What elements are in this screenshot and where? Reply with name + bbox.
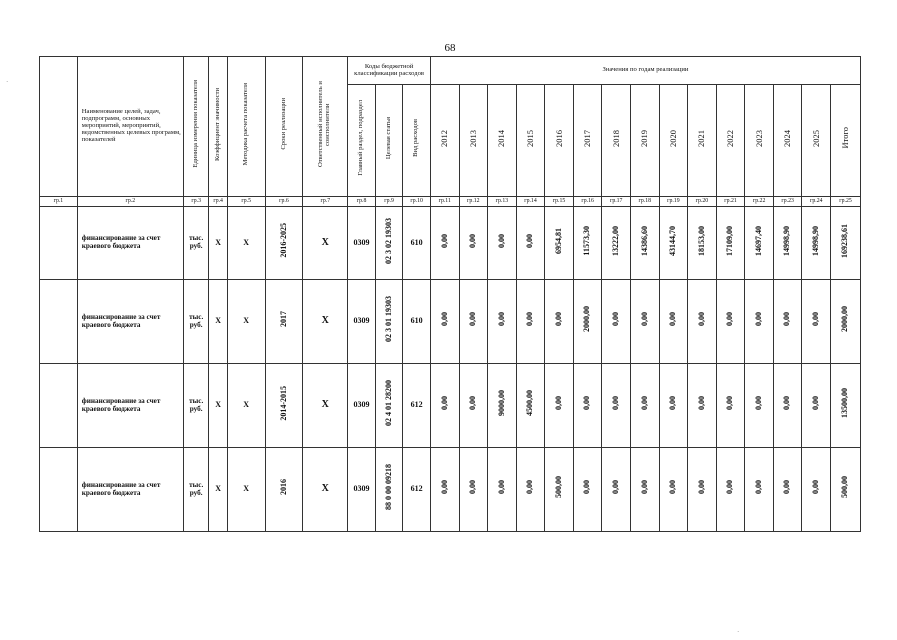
row-value-2019	[631, 207, 660, 280]
row-value-2013-text: 0,00	[468, 480, 478, 495]
header-year-label: 2017	[582, 129, 593, 147]
row-method: X	[227, 207, 265, 280]
row-value-2013	[459, 364, 488, 448]
header-year-2013	[459, 85, 488, 197]
row-executor: X	[303, 364, 348, 448]
header-year-label: 2024	[782, 129, 793, 147]
header-year-2014	[488, 85, 517, 197]
row-value-2022	[716, 280, 745, 364]
column-number: гр.13	[488, 197, 517, 207]
column-number: гр.19	[659, 197, 688, 207]
row-value-2015	[516, 364, 545, 448]
table-row	[40, 280, 861, 364]
row-value-2014	[488, 364, 517, 448]
column-number: гр.17	[602, 197, 631, 207]
header-year-label: 2014	[496, 129, 507, 147]
row-total	[831, 364, 861, 448]
header-year-label: 2015	[525, 129, 536, 147]
row-value-2015-text: 0,00	[525, 233, 535, 248]
row-target	[375, 207, 403, 280]
column-number: гр.20	[688, 197, 717, 207]
row-value-2012-text: 0,00	[439, 480, 449, 495]
header-executor-label: Ответственный исполнитель и соисполнители	[317, 81, 332, 168]
row-value-2018	[602, 280, 631, 364]
column-number: гр.4	[209, 197, 227, 207]
row-value-2015	[516, 448, 545, 532]
row-value-2013-text: 0,00	[468, 233, 478, 248]
row-value-2017	[573, 280, 602, 364]
row-term	[265, 280, 303, 364]
row-value-2019-text: 14386,60	[639, 225, 649, 256]
row-value-2022-text: 0,00	[725, 396, 735, 411]
row-section: 0309	[348, 207, 376, 280]
row-value-2023	[745, 207, 774, 280]
row-value-2023-text: 14697,40	[753, 225, 763, 256]
row-term-text: 2014-2015	[278, 385, 288, 421]
stray-mark-bottom: ·	[737, 628, 740, 636]
header-section	[348, 85, 376, 197]
row-value-2013	[459, 280, 488, 364]
header-year-label: 2018	[610, 129, 621, 147]
header-year-2024	[773, 85, 802, 197]
row-exp-type: 612	[403, 364, 431, 448]
row-value-2016-text: 0,00	[553, 312, 563, 327]
row-value-2025-text: 0,00	[811, 312, 821, 327]
header-year-label: 2022	[725, 129, 736, 147]
row-value-2018	[602, 364, 631, 448]
row-term-text: 2016-2025	[278, 223, 288, 258]
row-value-2020	[659, 280, 688, 364]
row-value-2016-text: 500,00	[553, 476, 563, 499]
row-value-2025-text: 14998,90	[811, 225, 821, 256]
row-term	[265, 364, 303, 448]
row-value-2014-text: 9000,00	[496, 390, 506, 417]
row-value-2024-text: 0,00	[782, 480, 792, 495]
column-number: гр.11	[430, 197, 459, 207]
row-value-2018	[602, 207, 631, 280]
header-year-2015	[516, 85, 545, 197]
column-number: гр.8	[348, 197, 376, 207]
row-name: финансирование за счет краевого бюджета	[77, 448, 183, 532]
column-number: гр.9	[375, 197, 403, 207]
table-row	[40, 448, 861, 532]
row-blank-cell	[40, 280, 78, 364]
column-number: гр.22	[745, 197, 774, 207]
row-value-2020-text: 43144,70	[668, 225, 678, 256]
row-value-2016	[545, 364, 574, 448]
row-value-2020-text: 0,00	[668, 480, 678, 495]
row-target	[375, 448, 403, 532]
row-value-2016-text: 6954,81	[553, 227, 563, 254]
row-total	[831, 280, 861, 364]
row-value-2016-text: 0,00	[553, 396, 563, 411]
row-name: финансирование за счет краевого бюджета	[77, 280, 183, 364]
row-exp-type: 610	[403, 280, 431, 364]
header-term-label: Сроки реализации	[279, 98, 287, 150]
row-value-2018-text: 0,00	[611, 480, 621, 495]
row-value-2023	[745, 448, 774, 532]
row-term-text: 2017	[278, 311, 288, 328]
row-target-text: 88 0 00 09218	[383, 464, 393, 511]
row-value-2025	[802, 364, 831, 448]
row-exp-type: 612	[403, 448, 431, 532]
row-value-2012	[430, 207, 459, 280]
row-value-2021	[688, 448, 717, 532]
row-section: 0309	[348, 448, 376, 532]
row-blank-cell	[40, 364, 78, 448]
row-value-2014-text: 0,00	[496, 480, 506, 495]
row-value-2013-text: 0,00	[468, 396, 478, 411]
row-exp-type: 610	[403, 207, 431, 280]
row-value-2024	[773, 207, 802, 280]
column-number: гр.25	[831, 197, 861, 207]
row-target-text: 02 4 01 28200	[383, 380, 393, 427]
row-value-2024-text: 14998,90	[782, 225, 792, 256]
row-value-2021-text: 18153,00	[696, 225, 706, 256]
column-number: гр.10	[403, 197, 431, 207]
header-year-label: 2012	[439, 129, 450, 147]
row-value-2013-text: 0,00	[468, 312, 478, 327]
row-value-2022	[716, 448, 745, 532]
header-unit	[183, 57, 209, 197]
row-value-2022	[716, 364, 745, 448]
row-value-2022-text: 17109,00	[725, 225, 735, 256]
row-blank-cell	[40, 207, 78, 280]
header-exp-type	[403, 85, 431, 197]
header-total-label: Итого	[840, 127, 851, 149]
header-section-label: Главный раздел, подраздел	[357, 100, 365, 176]
row-value-2017-text: 0,00	[582, 396, 592, 411]
row-executor: X	[303, 448, 348, 532]
header-target-label: Целевая статья	[384, 117, 392, 160]
row-value-2023	[745, 364, 774, 448]
header-year-label: 2016	[553, 129, 564, 147]
row-value-2022	[716, 207, 745, 280]
row-value-2024	[773, 448, 802, 532]
row-value-2015-text: 0,00	[525, 312, 535, 327]
row-value-2020-text: 0,00	[668, 396, 678, 411]
column-number: гр.2	[77, 197, 183, 207]
budget-table	[39, 56, 861, 532]
header-year-2023	[745, 85, 774, 197]
header-coef	[209, 57, 227, 197]
row-total-text: 169238,61	[840, 223, 850, 258]
row-value-2023-text: 0,00	[753, 396, 763, 411]
row-term	[265, 448, 303, 532]
column-number: гр.1	[40, 197, 78, 207]
row-value-2015	[516, 207, 545, 280]
column-number: гр.7	[303, 197, 348, 207]
row-value-2019	[631, 364, 660, 448]
header-year-label: 2025	[810, 129, 821, 147]
row-coef: X	[209, 207, 227, 280]
header-year-label: 2023	[753, 129, 764, 147]
row-value-2016	[545, 448, 574, 532]
row-value-2023	[745, 280, 774, 364]
row-value-2019-text: 0,00	[639, 480, 649, 495]
header-method	[227, 57, 265, 197]
row-method: X	[227, 364, 265, 448]
row-value-2018-text: 13222,00	[611, 225, 621, 256]
header-year-2018	[602, 85, 631, 197]
row-value-2020-text: 0,00	[668, 312, 678, 327]
row-value-2017	[573, 448, 602, 532]
row-coef: X	[209, 364, 227, 448]
column-number: гр.14	[516, 197, 545, 207]
header-year-2017	[573, 85, 602, 197]
row-blank-cell	[40, 448, 78, 532]
row-unit: тыс. руб.	[183, 207, 209, 280]
header-term	[265, 57, 303, 197]
header-budget-codes: Коды бюджетной классификации расходов	[348, 57, 431, 85]
row-value-2021-text: 0,00	[696, 480, 706, 495]
row-value-2012	[430, 364, 459, 448]
row-value-2025	[802, 448, 831, 532]
row-value-2017-text: 2000,00	[582, 306, 592, 333]
header-year-2022	[716, 85, 745, 197]
row-value-2016	[545, 207, 574, 280]
column-number: гр.6	[265, 197, 303, 207]
row-unit: тыс. руб.	[183, 364, 209, 448]
row-value-2016	[545, 280, 574, 364]
header-blank-cell	[40, 57, 78, 197]
row-value-2015-text: 0,00	[525, 480, 535, 495]
row-total-text: 2000,00	[840, 306, 850, 333]
row-value-2013	[459, 207, 488, 280]
row-value-2019-text: 0,00	[639, 312, 649, 327]
row-value-2014	[488, 448, 517, 532]
page-number: 68	[444, 42, 456, 54]
row-value-2025	[802, 280, 831, 364]
row-unit: тыс. руб.	[183, 448, 209, 532]
row-value-2022-text: 0,00	[725, 312, 735, 327]
header-unit-label: Единица измерения показателя	[191, 80, 199, 168]
row-value-2019	[631, 280, 660, 364]
header-exp-type-label: Вид расходов	[412, 119, 420, 158]
column-number: гр.16	[573, 197, 602, 207]
row-target	[375, 364, 403, 448]
table-row	[40, 364, 861, 448]
column-number: гр.15	[545, 197, 574, 207]
header-year-label: 2020	[667, 129, 678, 147]
row-value-2020	[659, 448, 688, 532]
row-value-2017-text: 0,00	[582, 480, 592, 495]
row-value-2012-text: 0,00	[439, 396, 449, 411]
row-executor: X	[303, 207, 348, 280]
row-value-2018	[602, 448, 631, 532]
row-total-text: 13500,00	[840, 388, 850, 419]
header-year-2025	[802, 85, 831, 197]
row-value-2025	[802, 207, 831, 280]
stray-mark-left: ·	[6, 78, 9, 86]
table-row	[40, 207, 861, 280]
row-value-2023-text: 0,00	[753, 480, 763, 495]
column-number: гр.12	[459, 197, 488, 207]
column-number: гр.3	[183, 197, 209, 207]
row-unit: тыс. руб.	[183, 280, 209, 364]
row-value-2017	[573, 207, 602, 280]
row-value-2025-text: 0,00	[811, 396, 821, 411]
column-number: гр.5	[227, 197, 265, 207]
row-value-2024	[773, 364, 802, 448]
row-executor: X	[303, 280, 348, 364]
row-value-2012-text: 0,00	[439, 312, 449, 327]
row-value-2021	[688, 364, 717, 448]
header-total	[831, 85, 861, 197]
header-executor	[303, 57, 348, 197]
row-value-2020	[659, 364, 688, 448]
row-value-2024-text: 0,00	[782, 396, 792, 411]
row-value-2021	[688, 280, 717, 364]
row-method: X	[227, 448, 265, 532]
header-year-2016	[545, 85, 574, 197]
header-method-label: Методика расчета показателя	[241, 82, 249, 166]
row-value-2019	[631, 448, 660, 532]
row-target-text: 02 3 01 19303	[383, 296, 393, 343]
row-total	[831, 207, 861, 280]
row-value-2012	[430, 280, 459, 364]
header-year-label: 2013	[467, 129, 478, 147]
header-year-2019	[631, 85, 660, 197]
row-section: 0309	[348, 364, 376, 448]
row-value-2025-text: 0,00	[811, 480, 821, 495]
column-number: гр.21	[716, 197, 745, 207]
row-coef: X	[209, 280, 227, 364]
header-target	[375, 85, 403, 197]
row-coef: X	[209, 448, 227, 532]
row-total-text: 500,00	[840, 476, 850, 499]
row-target	[375, 280, 403, 364]
row-value-2015	[516, 280, 545, 364]
row-value-2021	[688, 207, 717, 280]
row-value-2014-text: 0,00	[496, 233, 506, 248]
row-value-2020	[659, 207, 688, 280]
row-value-2014	[488, 207, 517, 280]
row-value-2014	[488, 280, 517, 364]
row-method: X	[227, 280, 265, 364]
row-value-2021-text: 0,00	[696, 312, 706, 327]
row-value-2024	[773, 280, 802, 364]
row-value-2024-text: 0,00	[782, 312, 792, 327]
row-value-2019-text: 0,00	[639, 396, 649, 411]
row-value-2013	[459, 448, 488, 532]
row-total	[831, 448, 861, 532]
row-value-2017-text: 11573,30	[582, 225, 592, 256]
row-term	[265, 207, 303, 280]
row-name: финансирование за счет краевого бюджета	[77, 364, 183, 448]
column-number: гр.18	[631, 197, 660, 207]
row-value-2018-text: 0,00	[611, 312, 621, 327]
row-value-2015-text: 4500,00	[525, 390, 535, 417]
row-value-2014-text: 0,00	[496, 312, 506, 327]
row-section: 0309	[348, 280, 376, 364]
header-year-2020	[659, 85, 688, 197]
row-value-2022-text: 0,00	[725, 480, 735, 495]
row-value-2012-text: 0,00	[439, 233, 449, 248]
column-number: гр.23	[773, 197, 802, 207]
header-year-2012	[430, 85, 459, 197]
header-year-label: 2019	[639, 129, 650, 147]
header-name: Наименование целей, задач, подпрограмм, основных мероприятий, мероприятий, ведомственных целевых программ, показателей	[77, 57, 183, 197]
row-value-2023-text: 0,00	[753, 312, 763, 327]
header-year-label: 2021	[696, 129, 707, 147]
header-year-2021	[688, 85, 717, 197]
row-target-text: 02 3 02 19303	[383, 217, 393, 264]
header-coef-label: Коэффициент значимости	[213, 87, 221, 161]
column-number: гр.24	[802, 197, 831, 207]
row-value-2018-text: 0,00	[611, 396, 621, 411]
row-name: финансирование за счет краевого бюджета	[77, 207, 183, 280]
row-value-2017	[573, 364, 602, 448]
header-values-by-year: Значения по годам реализации	[430, 57, 860, 85]
row-value-2012	[430, 448, 459, 532]
row-term-text: 2016	[278, 479, 288, 496]
row-value-2021-text: 0,00	[696, 396, 706, 411]
